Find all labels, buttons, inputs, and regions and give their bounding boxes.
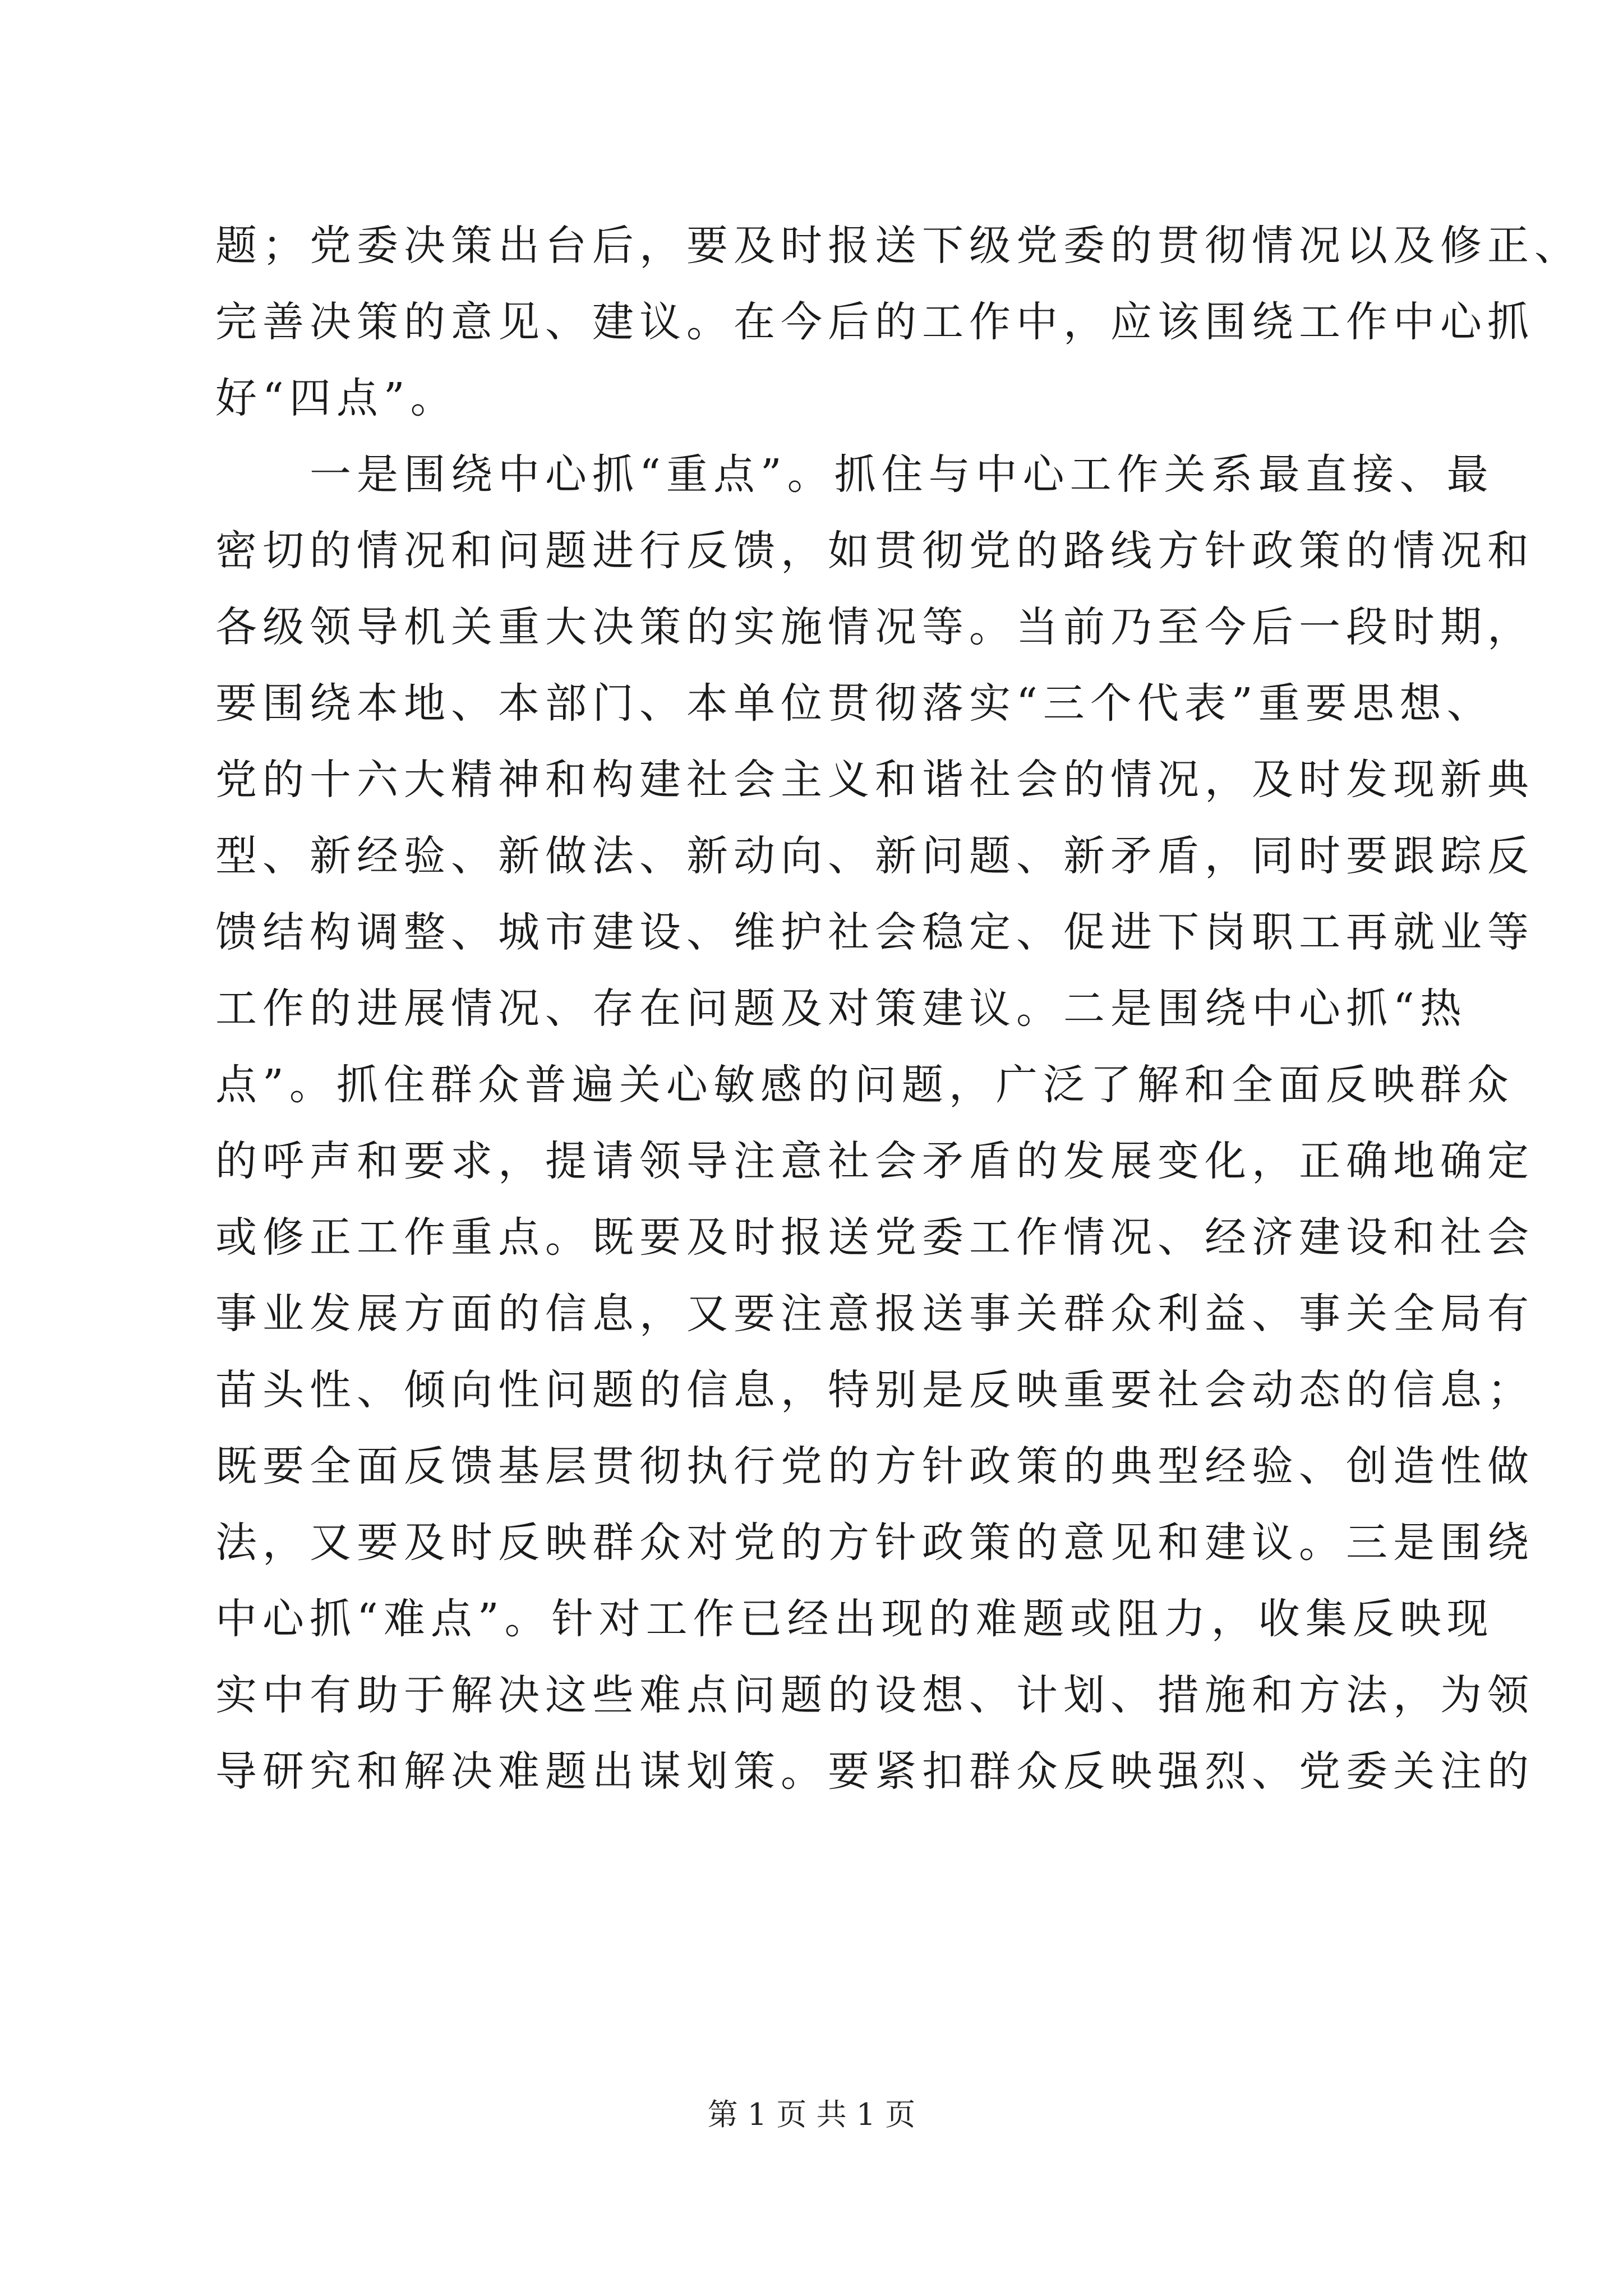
text-line: 中心抓“难点”。针对工作已经出现的难题或阻力，收集反映现 — [215, 1595, 1494, 1643]
text-line: 实中有助于解决这些难点问题的设想、计划、措施和方法，为领 — [215, 1671, 1534, 1719]
text-line: 党的十六大精神和构建社会主义和谐社会的情况，及时发现新典 — [215, 756, 1534, 804]
text-line: 导研究和解决难题出谋划策。要紧扣群众反映强烈、党委关注的 — [215, 1747, 1534, 1796]
text-line: 既要全面反馈基层贯彻执行党的方针政策的典型经验、创造性做 — [215, 1442, 1534, 1490]
page-footer: 第 1 页 共 1 页 — [707, 2097, 916, 2132]
text-line: 事业发展方面的信息，又要注意报送事关群众利益、事关全局有 — [215, 1290, 1534, 1338]
text-line: 馈结构调整、城市建设、维护社会稳定、促进下岗职工再就业等 — [215, 908, 1534, 956]
text-line: 或修正工作重点。既要及时报送党委工作情况、经济建设和社会 — [215, 1213, 1534, 1262]
body-text — [215, 208, 1581, 1810]
text-line: 好“四点”。 — [215, 374, 458, 422]
text-line: 完善决策的意见、建议。在今后的工作中，应该围绕工作中心抓 — [215, 298, 1534, 346]
text-line: 工作的进展情况、存在问题及对策建议。二是围绕中心抓“热 — [215, 984, 1467, 1033]
text-line: 题；党委决策出台后，要及时报送下级党委的贯彻情况以及修正、 — [215, 222, 1581, 270]
text-line: 苗头性、倾向性问题的信息，特别是反映重要社会动态的信息； — [215, 1366, 1534, 1414]
text-line: 型、新经验、新做法、新动向、新问题、新矛盾，同时要跟踪反 — [215, 832, 1534, 880]
text-line: 各级领导机关重大决策的实施情况等。当前乃至今后一段时期， — [215, 603, 1534, 651]
text-line: 的呼声和要求，提请领导注意社会矛盾的发展变化，正确地确定 — [215, 1137, 1534, 1185]
text-line: 点”。抓住群众普遍关心敏感的问题，广泛了解和全面反映群众 — [215, 1061, 1514, 1109]
text-line: 要围绕本地、本部门、本单位贯彻落实“三个代表”重要思想、 — [215, 679, 1494, 728]
text-line: 密切的情况和问题进行反馈，如贯彻党的路线方针政策的情况和 — [215, 527, 1534, 575]
text-line: 法，又要及时反映群众对党的方针政策的意见和建议。三是围绕 — [215, 1519, 1534, 1567]
text-line: 一是围绕中心抓“重点”。抓住与中心工作关系最直接、最 — [215, 450, 1494, 499]
